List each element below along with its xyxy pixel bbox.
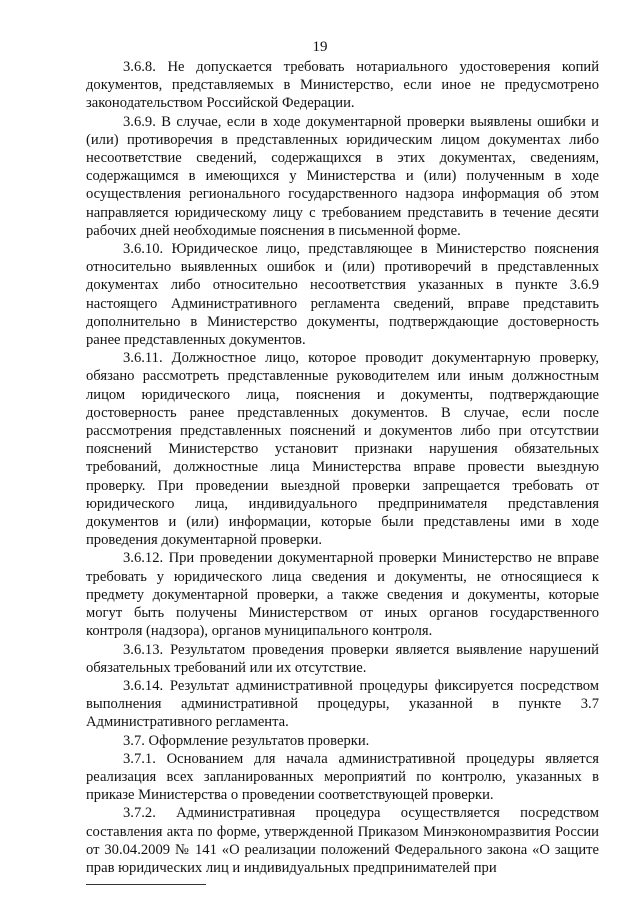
paragraph-3-7-2: 3.7.2. Административная процедура осуществляется посредством составления акта по форме, утвержденной Приказом Минэкономразвития России от 30.04.2009 № 141 «О реализации положений Федерального закона «О защите прав юридических лиц и индивидуальных предпринимателей при [86, 805, 599, 876]
paragraph-3-6-8: 3.6.8. Не допускается требовать нотариального удостоверения копий документов, представляемых в Министерство, если иное не предусмотрено законодательством Российской Федерации. [86, 59, 599, 112]
paragraph-3-6-13: 3.6.13. Результатом проведения проверки является выявление нарушений обязательных требований или их отсутствие. [86, 641, 599, 676]
page-number: 19 [312, 39, 328, 55]
paragraph-3-6-11: 3.6.11. Должностное лицо, которое проводит документарную проверку, обязано рассмотреть представленные руководителем или иным должностным лицом юридического лица, пояснения и документы, подтверждающие достоверность ранее представленных документов. В случае, если после рассмотрения представленных пояснений и документов либо при отсутствии пояснений Министерство установит признаки нарушения обязательных требований, должностные лица Министерства вправе провести выездную проверку. При проведении выездной проверки запрещается требовать от юридического лица, индивидуального предпринимателя представления документов и (или) информации, которые были представлены ими в ходе проведения документарной проверки. [86, 350, 599, 549]
paragraph-3-6-12: 3.6.12. При проведении документарной проверки Министерство не вправе требовать у юридического лица сведения и документы, не относящиеся к предмету документарной проверки, а также сведения и документы, которые могут быть получены Министерством от иных органов государственного контроля (надзора), органов муниципального контроля. [86, 550, 599, 640]
document-body [86, 58, 599, 877]
footnote-divider [86, 884, 206, 885]
paragraph-3-6-9: 3.6.9. В случае, если в ходе документарной проверки выявлены ошибки и (или) противоречия в представленных юридическим лицом документах либо несоответствие сведений, содержащихся в этих документах, сведениям, содержащимся в имеющихся у Министерства и (или) полученным в ходе осуществления регионального государственного надзора информация об этом направляется юридическому лицу с требованием представить в течение десяти рабочих дней необходимые пояснения в письменной форме. [86, 113, 599, 239]
paragraph-3-6-14: 3.6.14. Результат административной процедуры фиксируется посредством выполнения административной процедуры, указанной в пункте 3.7 Административного регламента. [86, 677, 599, 731]
paragraph-3-7-1: 3.7.1. Основанием для начала административной процедуры является реализация всех запланированных мероприятий по контролю, указанных в приказе Министерства о проведении соответствующей проверки. [86, 750, 599, 804]
paragraph-3-6-10: 3.6.10. Юридическое лицо, представляющее в Министерство пояснения относительно выявленных ошибок и (или) противоречий в представленных документах либо относительно несоответствия указанных в пункте 3.6.9 настоящего Административного регламента сведений, вправе представить дополнительно в Министерство документы, подтверждающие достоверность ранее представленных документов. [86, 241, 599, 349]
paragraph-3-7: 3.7. Оформление результатов проверки. [123, 732, 370, 749]
